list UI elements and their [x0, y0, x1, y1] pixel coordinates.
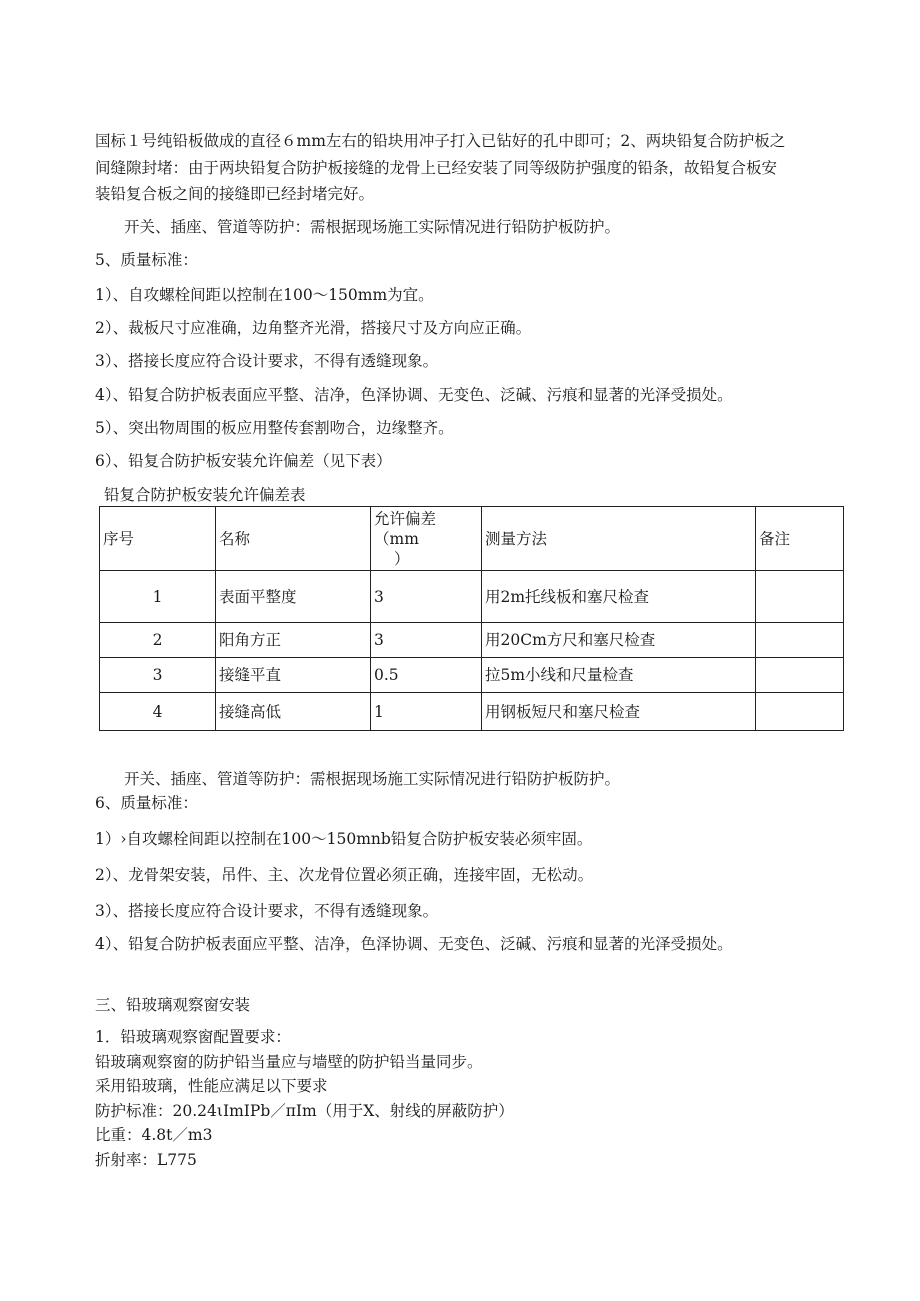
cell-method: 用2m托线板和塞尺检查: [482, 571, 756, 623]
section-title: 三、铅玻璃观察窗安装: [95, 996, 251, 1014]
section-heading: 5、质量标准：: [95, 251, 198, 269]
header-tolerance: [371, 507, 482, 571]
cell-name: 表面平整度: [216, 571, 371, 623]
cell-note: [756, 623, 844, 658]
table-row: [100, 693, 844, 731]
cell-note: [756, 658, 844, 693]
header-name: 名称: [216, 507, 371, 571]
table-row: [100, 571, 844, 623]
list-item: 3）、搭接长度应符合设计要求，不得有透缝现象。: [95, 352, 439, 370]
header-method: 测量方法: [482, 507, 756, 571]
paragraph-line: 开关、插座、管道等防护：需根据现场施工实际情况进行铅防护板防护。: [124, 218, 621, 236]
table-row: [100, 623, 844, 658]
cell-no: 3: [100, 658, 216, 693]
list-item: 4）、铅复合防护板表面应平整、洁净，色泽协调、无变色、泛碱、污痕和显著的光泽受损处。: [95, 935, 733, 953]
cell-note: [756, 571, 844, 623]
list-item: 2）、裁板尺寸应准确，边角整齐光滑，搭接尺寸及方向应正确。: [95, 319, 532, 337]
paragraph-line: 间缝隙封堵：由于两块铅复合防护板接缝的龙骨上已经安装了同等级防护强度的铅条，故铅复合板安: [95, 159, 778, 177]
header-tolerance-line1: 允许偏差（mm: [374, 510, 437, 548]
list-item: 3）、搭接长度应符合设计要求，不得有透缝现象。: [95, 902, 439, 920]
table-row: [100, 658, 844, 693]
cell-no: 2: [100, 623, 216, 658]
cell-tolerance: 1: [371, 693, 482, 731]
cell-method: 用钢板短尺和塞尺检查: [482, 693, 756, 731]
paragraph-line: 铅玻璃观察窗的防护铅当量应与墙壁的防护铅当量同步。: [95, 1053, 483, 1071]
paragraph-line: 国标１号纯铅板做成的直径６mm左右的铅块用冲子打入已钻好的孔中即可；2、两块铅复合防护板之: [95, 132, 786, 150]
paragraph-line: 1．铅玻璃观察窗配置要求：: [95, 1028, 291, 1046]
paragraph-line: 采用铅玻璃，性能应满足以下要求: [95, 1077, 328, 1095]
paragraph-line: 装铅复合板之间的接缝即已经封堵完好。: [95, 185, 375, 203]
paragraph-line: 开关、插座、管道等防护：需根据现场施工实际情况进行铅防护板防护。: [124, 770, 621, 788]
cell-method: 用20Cm方尺和塞尺检查: [482, 623, 756, 658]
header-tolerance-line2: ）: [394, 550, 410, 568]
cell-method: 拉5m小线和尺量检查: [482, 658, 756, 693]
table-header-row: [100, 507, 844, 571]
list-item: 1）、自攻螺栓间距以控制在100～150mm为宜。: [95, 286, 434, 304]
section-heading: 6、质量标准：: [95, 794, 198, 812]
header-no: 序号: [100, 507, 216, 571]
cell-note: [756, 693, 844, 731]
list-item: 6）、铅复合防护板安装允许偏差（见下表）: [95, 452, 392, 470]
list-item: 2）、龙骨架安装，吊件、主、次龙骨位置必须正确，连接牢固，无松动。: [95, 866, 594, 884]
paragraph-line: 防护标准：20.24ιImIPb／πIm（用于X、射线的屏蔽防护）: [95, 1102, 514, 1120]
cell-no: 4: [100, 693, 216, 731]
paragraph-line: 比重：4.8t／m3: [95, 1126, 213, 1144]
list-item: 4）、铅复合防护板表面应平整、洁净，色泽协调、无变色、泛碱、污痕和显著的光泽受损处。: [95, 386, 733, 404]
paragraph-line: 折射率：L775: [95, 1151, 197, 1169]
cell-name: 阳角方正: [216, 623, 371, 658]
cell-no: 1: [100, 571, 216, 623]
cell-tolerance: 3: [371, 623, 482, 658]
deviation-table: [99, 506, 844, 731]
list-item: 1）›自攻螺栓间距以控制在100～150mnb铅复合防护板安装必须牢固。: [95, 830, 593, 848]
list-item: 5）、突出物周围的板应用整传套割吻合，边缘整齐。: [95, 419, 454, 437]
cell-name: 接缝高低: [216, 693, 371, 731]
header-note: 备注: [756, 507, 844, 571]
cell-tolerance: 0.5: [371, 658, 482, 693]
cell-tolerance: 3: [371, 571, 482, 623]
table-caption: 铅复合防护板安装允许偏差表: [104, 486, 306, 504]
cell-name: 接缝平直: [216, 658, 371, 693]
